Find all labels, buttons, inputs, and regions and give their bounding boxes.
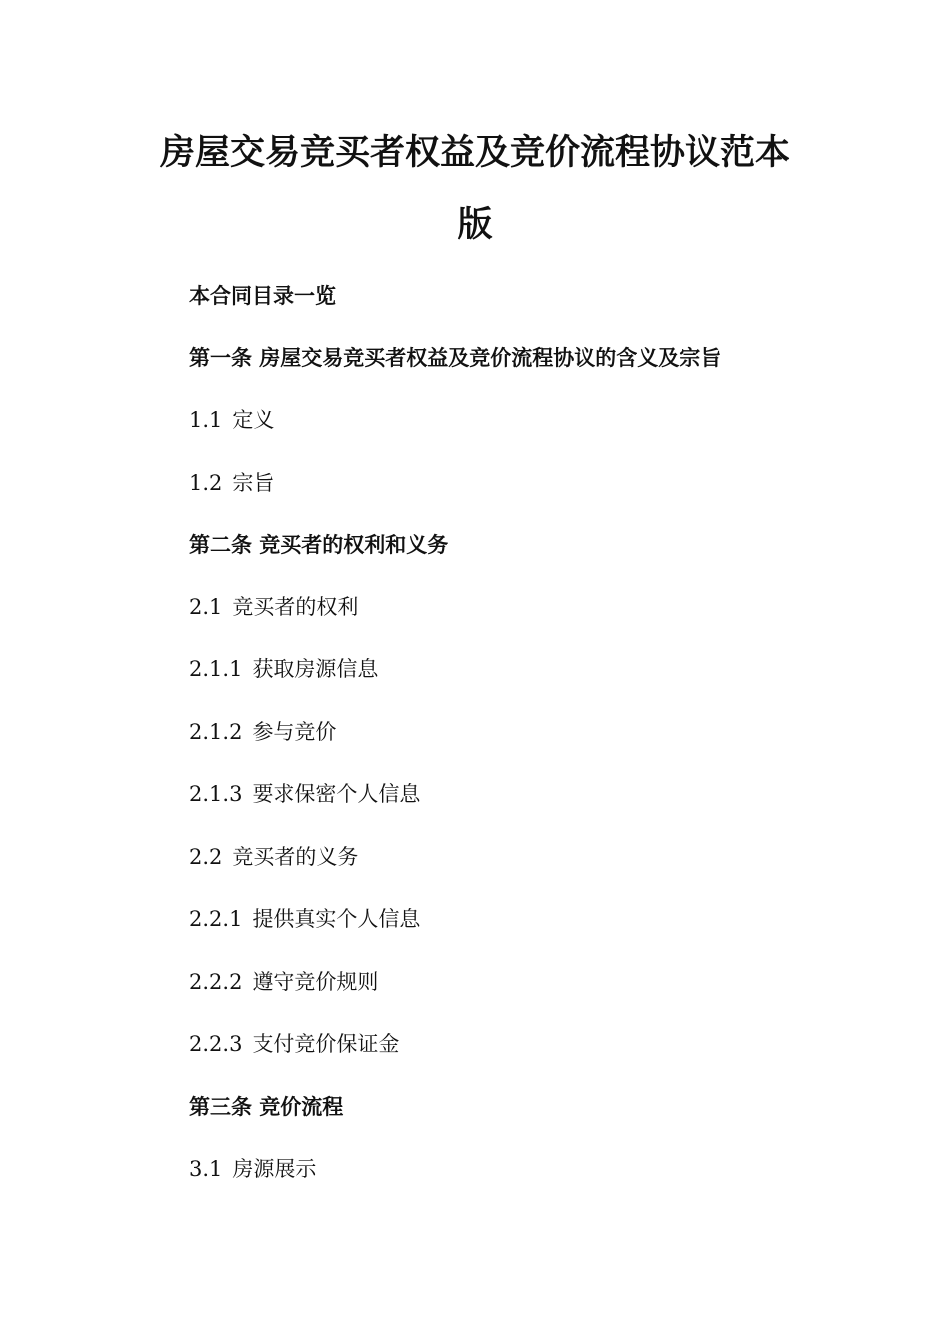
toc-item-label: 房源展示: [232, 1157, 317, 1181]
toc-item-2-1: [189, 593, 358, 621]
toc-item-label: 要求保密个人信息: [252, 782, 421, 806]
toc-item-number: 2.2.3: [189, 1032, 243, 1056]
toc-item-2-1-2: [189, 718, 336, 746]
toc-item-label: 获取房源信息: [252, 657, 379, 681]
toc-item-number: 3.1: [189, 1157, 223, 1181]
toc-item-2-2-1: [189, 905, 420, 933]
toc-item-label: 参与竞价: [252, 720, 337, 744]
toc-item-number: 1.1: [189, 408, 223, 432]
toc-item-label: 宗旨: [232, 471, 275, 495]
toc-item-number: 1.2: [189, 471, 223, 495]
toc-article-3: 第三条 竞价流程: [189, 1095, 344, 1119]
toc-item-label: 定义: [232, 408, 275, 432]
toc-item-number: 2.1: [189, 595, 223, 619]
toc-item-number: 2.1.2: [189, 720, 243, 744]
toc-item-number: 2.1.1: [189, 657, 243, 681]
toc-item-number: 2.1.3: [189, 782, 243, 806]
toc-article-1: 第一条 房屋交易竞买者权益及竞价流程协议的含义及宗旨: [189, 346, 722, 370]
toc-item-1-2: [189, 469, 274, 497]
toc-item-1-1: [189, 406, 274, 434]
toc-item-2-1-1: [189, 655, 378, 683]
toc-item-number: 2.2.1: [189, 907, 243, 931]
toc-item-label: 提供真实个人信息: [252, 907, 421, 931]
toc-item-3-1: [189, 1155, 316, 1183]
toc-item-label: 竞买者的权利: [232, 595, 359, 619]
document-title-line-1: 房屋交易竞买者权益及竞价流程协议范本: [159, 132, 790, 173]
toc-item-2-2-2: [189, 968, 378, 996]
toc-item-label: 支付竞价保证金: [252, 1032, 400, 1056]
toc-item-2-1-3: [189, 780, 420, 808]
toc-heading: 本合同目录一览: [189, 284, 336, 308]
toc-item-label: 遵守竞价规则: [252, 970, 379, 994]
toc-item-label: 竞买者的义务: [232, 845, 359, 869]
document-title-line-2: 版: [457, 204, 493, 245]
toc-item-number: 2.2: [189, 845, 223, 869]
toc-item-2-2: [189, 843, 358, 871]
toc-item-2-2-3: [189, 1030, 399, 1058]
toc-article-2: 第二条 竞买者的权利和义务: [189, 533, 449, 557]
toc-item-number: 2.2.2: [189, 970, 243, 994]
